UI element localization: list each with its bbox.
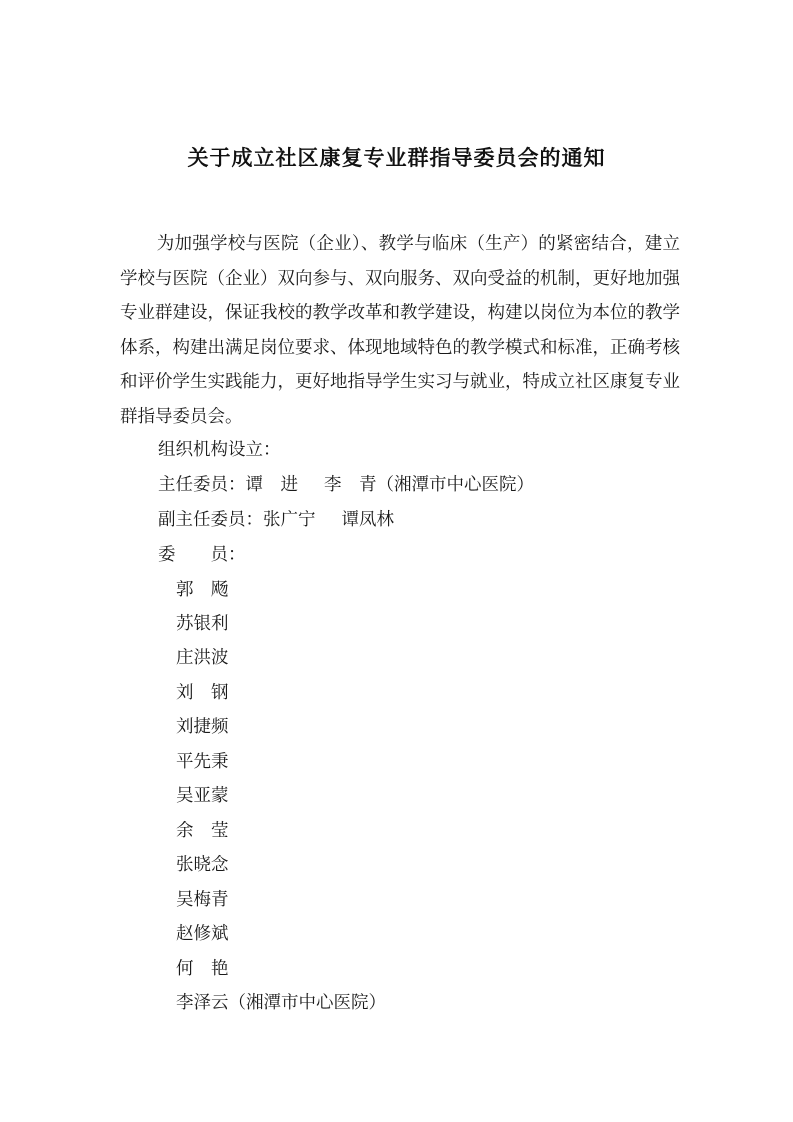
vice-director-name-2: 谭凤林 — [341, 510, 394, 530]
document-title: 关于成立社区康复专业群指导委员会的通知 — [187, 146, 606, 170]
member-item: 吴亚蒙 — [176, 786, 229, 806]
vice-director-name-1: 张广宁 — [263, 510, 316, 530]
member-item: 庄洪波 — [176, 648, 229, 668]
member-item: 李泽云（湘潭市中心医院） — [176, 993, 386, 1013]
member-item: 何 艳 — [176, 959, 229, 979]
director-label: 主任委员： — [158, 475, 246, 495]
members-label: 委 员： — [158, 545, 246, 565]
member-item: 刘捷频 — [176, 717, 229, 737]
director-name-2: 李 青（湘潭市中心医院） — [324, 475, 534, 495]
member-item: 赵修斌 — [176, 924, 229, 944]
member-item: 吴梅青 — [176, 890, 229, 910]
director-name-1: 谭 进 — [245, 475, 298, 495]
body-paragraph: 为加强学校与医院（企业）、教学与临床（生产）的紧密结合，建立学校与医院（企业）双向参与、双向服务、双向受益的机制，更好地加强专业群建设，保证我校的教学改革和教学建设，构建以岗位为本位的教学体系，构建出满足岗位要求、体现地域特色的教学模式和标准，正确考核和评价学生实践能力，更好地指导学生实习与就业，特成立社区康复专业群指导委员会。 — [120, 234, 680, 427]
member-item: 平先秉 — [176, 752, 229, 772]
director-line — [158, 471, 534, 496]
member-item: 刘 钢 — [176, 683, 229, 703]
vice-director-label: 副主任委员： — [158, 510, 263, 530]
member-item: 余 莹 — [176, 821, 229, 841]
vice-director-line — [158, 506, 394, 531]
member-item: 郭 飏 — [176, 580, 229, 600]
org-heading: 组织机构设立： — [158, 440, 281, 460]
member-item: 张晓念 — [176, 855, 229, 875]
member-item: 苏银利 — [176, 614, 229, 634]
